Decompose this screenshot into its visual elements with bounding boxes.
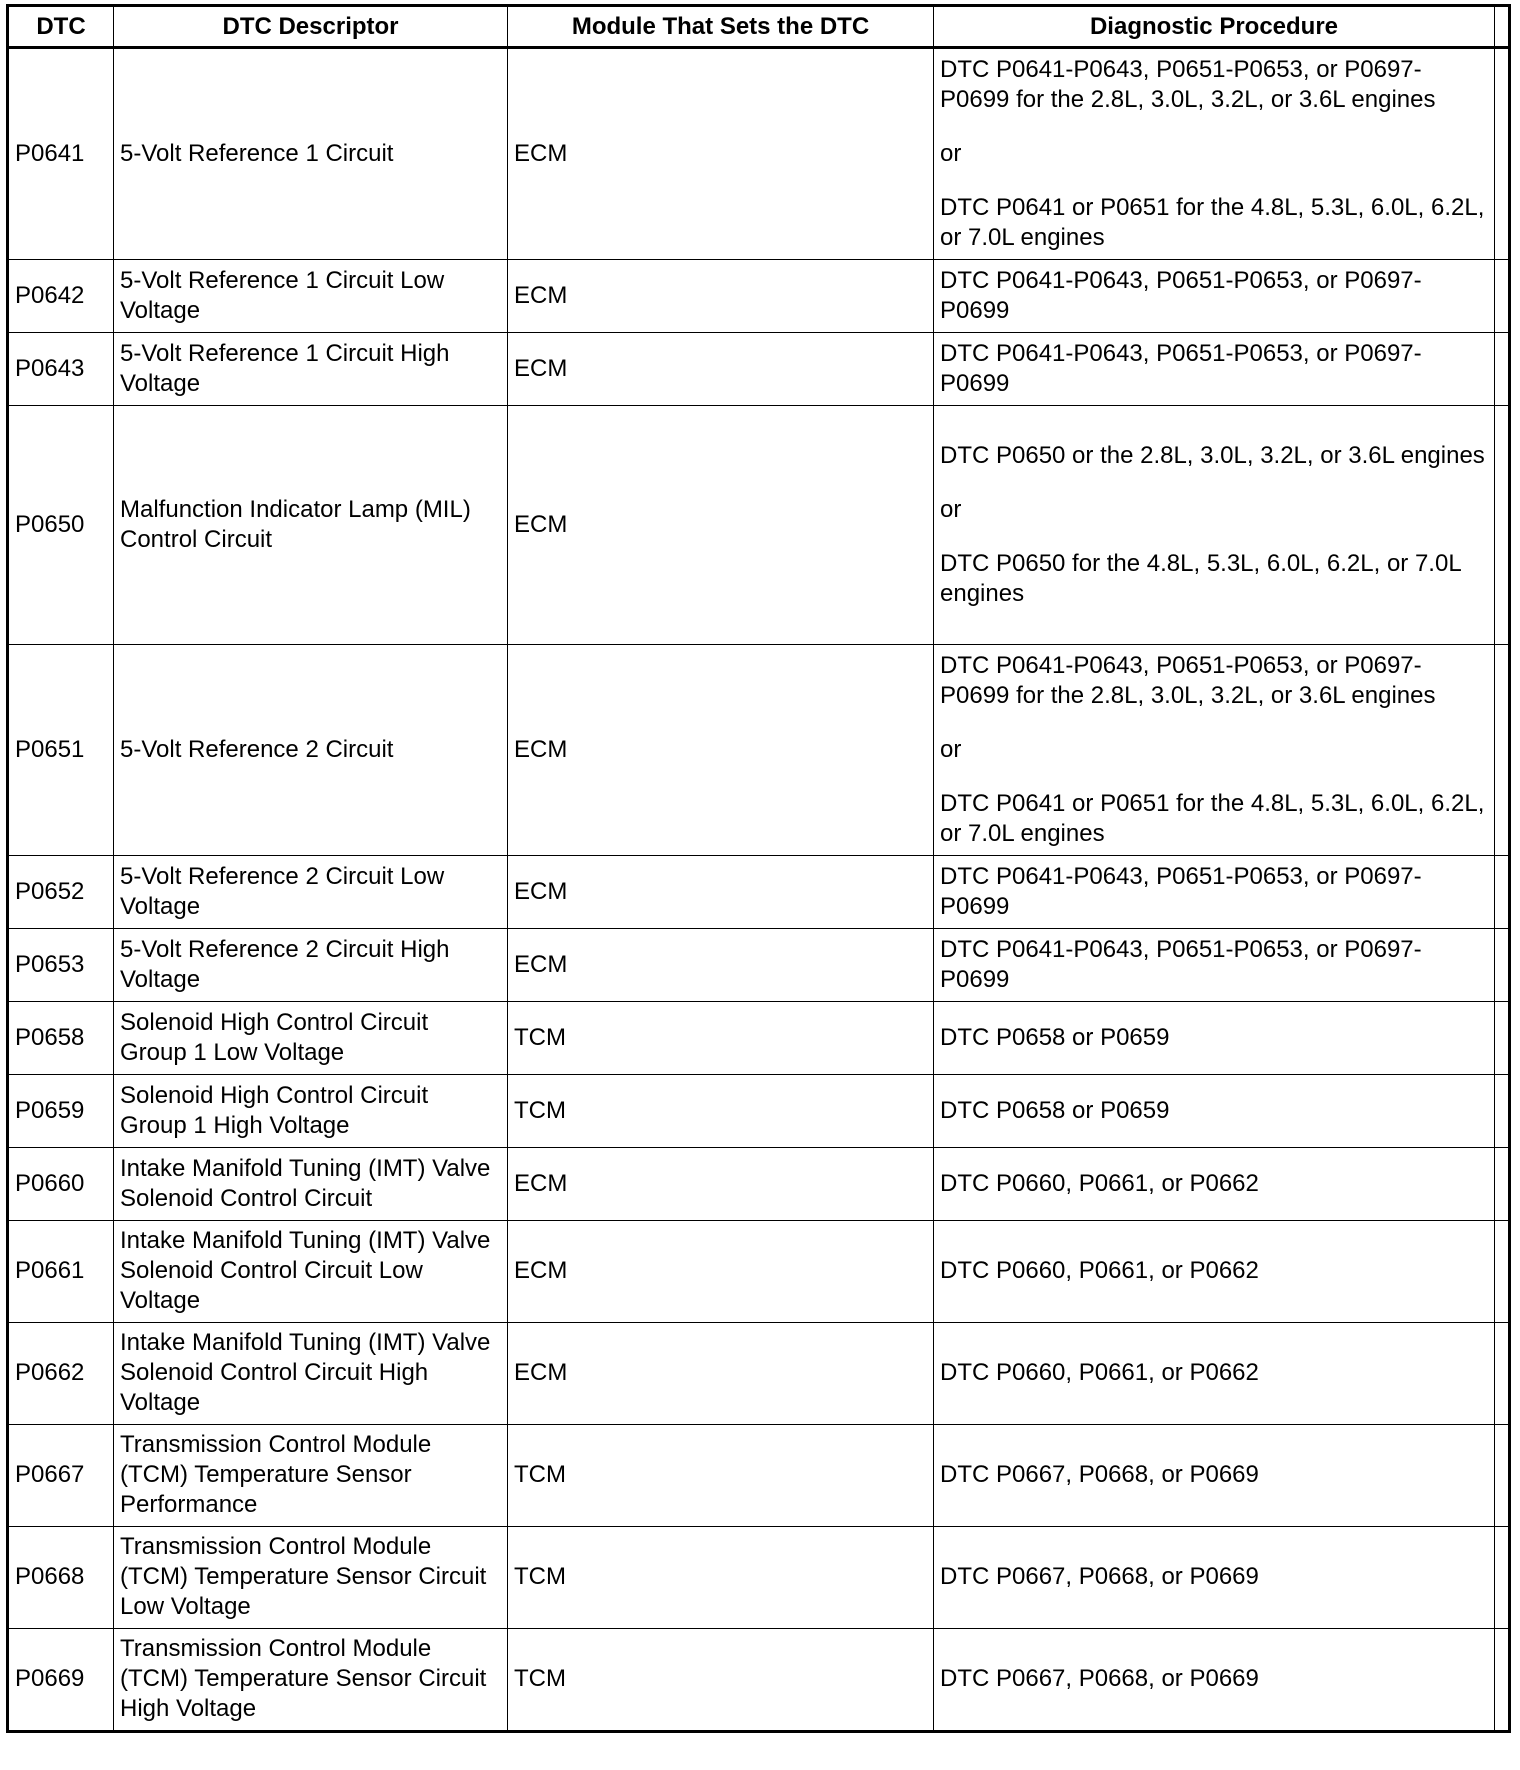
header-descriptor: DTC Descriptor xyxy=(114,6,508,48)
header-procedure: Diagnostic Procedure xyxy=(934,6,1495,48)
spacer-cell xyxy=(1495,1221,1510,1323)
module-cell: ECM xyxy=(508,929,934,1002)
spacer-cell xyxy=(1495,856,1510,929)
module-cell: ECM xyxy=(508,48,934,260)
spacer-cell xyxy=(1495,929,1510,1002)
descriptor-cell: Transmission Control Module (TCM) Temperature Sensor Performance xyxy=(114,1425,508,1527)
table-row xyxy=(8,406,1510,645)
module-cell: ECM xyxy=(508,406,934,645)
module-cell: ECM xyxy=(508,260,934,333)
table-row xyxy=(8,48,1510,260)
module-cell: TCM xyxy=(508,1002,934,1075)
table-row xyxy=(8,1629,1510,1732)
descriptor-cell: 5-Volt Reference 2 Circuit Low Voltage xyxy=(114,856,508,929)
table-row xyxy=(8,1221,1510,1323)
procedure-or: or xyxy=(940,139,962,167)
dtc-code-cell: P0659 xyxy=(8,1075,114,1148)
procedure-cell: DTC P0658 or P0659 xyxy=(934,1002,1495,1075)
descriptor-cell: Solenoid High Control Circuit Group 1 High Voltage xyxy=(114,1075,508,1148)
procedure-cell: DTC P0658 or P0659 xyxy=(934,1075,1495,1148)
module-cell: ECM xyxy=(508,1148,934,1221)
module-cell: TCM xyxy=(508,1075,934,1148)
table-row xyxy=(8,333,1510,406)
dtc-code-cell: P0643 xyxy=(8,333,114,406)
spacer-cell xyxy=(1495,48,1510,260)
table-row xyxy=(8,1002,1510,1075)
procedure-text: DTC P0641-P0643, P0651-P0653, or P0697-P0699 for the 2.8L, 3.0L, 3.2L, or 3.6L engines xyxy=(940,651,1436,709)
procedure-text: DTC P0650 or the 2.8L, 3.0L, 3.2L, or 3.6L engines xyxy=(940,441,1485,469)
dtc-table xyxy=(6,4,1511,1733)
table-row xyxy=(8,856,1510,929)
table-row xyxy=(8,1075,1510,1148)
table-row xyxy=(8,1425,1510,1527)
descriptor-cell: 5-Volt Reference 1 Circuit High Voltage xyxy=(114,333,508,406)
dtc-code-cell: P0658 xyxy=(8,1002,114,1075)
spacer-cell xyxy=(1495,260,1510,333)
descriptor-cell: 5-Volt Reference 1 Circuit xyxy=(114,48,508,260)
procedure-cell: DTC P0667, P0668, or P0669 xyxy=(934,1629,1495,1732)
descriptor-cell: Intake Manifold Tuning (IMT) Valve Solenoid Control Circuit High Voltage xyxy=(114,1323,508,1425)
module-cell: TCM xyxy=(508,1425,934,1527)
spacer-cell xyxy=(1495,645,1510,856)
descriptor-cell: 5-Volt Reference 2 Circuit xyxy=(114,645,508,856)
procedure-cell: DTC P0641-P0643, P0651-P0653, or P0697-P0699 xyxy=(934,333,1495,406)
dtc-code-cell: P0650 xyxy=(8,406,114,645)
spacer-cell xyxy=(1495,1629,1510,1732)
spacer-cell xyxy=(1495,1323,1510,1425)
table-row xyxy=(8,645,1510,856)
spacer-cell xyxy=(1495,1075,1510,1148)
module-cell: ECM xyxy=(508,645,934,856)
header-module: Module That Sets the DTC xyxy=(508,6,934,48)
dtc-code-cell: P0641 xyxy=(8,48,114,260)
header-dtc: DTC xyxy=(8,6,114,48)
module-cell: TCM xyxy=(508,1629,934,1732)
dtc-code-cell: P0662 xyxy=(8,1323,114,1425)
dtc-code-cell: P0651 xyxy=(8,645,114,856)
procedure-cell: DTC P0667, P0668, or P0669 xyxy=(934,1527,1495,1629)
module-cell: ECM xyxy=(508,1323,934,1425)
descriptor-cell: Transmission Control Module (TCM) Temperature Sensor Circuit High Voltage xyxy=(114,1629,508,1732)
module-cell: ECM xyxy=(508,856,934,929)
module-cell: ECM xyxy=(508,333,934,406)
procedure-text: DTC P0650 for the 4.8L, 5.3L, 6.0L, 6.2L, or 7.0L engines xyxy=(940,549,1461,607)
table-row xyxy=(8,1323,1510,1425)
procedure-cell: DTC P0641-P0643, P0651-P0653, or P0697-P0699 xyxy=(934,929,1495,1002)
dtc-code-cell: P0660 xyxy=(8,1148,114,1221)
header-spacer xyxy=(1495,6,1510,48)
dtc-code-cell: P0669 xyxy=(8,1629,114,1732)
descriptor-cell: Intake Manifold Tuning (IMT) Valve Solenoid Control Circuit xyxy=(114,1148,508,1221)
spacer-cell xyxy=(1495,406,1510,645)
dtc-code-cell: P0661 xyxy=(8,1221,114,1323)
spacer-cell xyxy=(1495,1002,1510,1075)
procedure-text: DTC P0641-P0643, P0651-P0653, or P0697-P0699 for the 2.8L, 3.0L, 3.2L, or 3.6L engines xyxy=(940,55,1436,113)
table-row xyxy=(8,260,1510,333)
spacer-cell xyxy=(1495,333,1510,406)
descriptor-cell: Solenoid High Control Circuit Group 1 Low Voltage xyxy=(114,1002,508,1075)
spacer-cell xyxy=(1495,1527,1510,1629)
procedure-cell xyxy=(934,48,1495,260)
descriptor-cell: Transmission Control Module (TCM) Temperature Sensor Circuit Low Voltage xyxy=(114,1527,508,1629)
dtc-table-document xyxy=(6,4,1508,1733)
dtc-code-cell: P0652 xyxy=(8,856,114,929)
procedure-cell: DTC P0660, P0661, or P0662 xyxy=(934,1221,1495,1323)
dtc-code-cell: P0668 xyxy=(8,1527,114,1629)
descriptor-cell: 5-Volt Reference 2 Circuit High Voltage xyxy=(114,929,508,1002)
procedure-or: or xyxy=(940,495,962,523)
table-row xyxy=(8,1527,1510,1629)
descriptor-cell: Intake Manifold Tuning (IMT) Valve Solenoid Control Circuit Low Voltage xyxy=(114,1221,508,1323)
dtc-code-cell: P0642 xyxy=(8,260,114,333)
module-cell: ECM xyxy=(508,1221,934,1323)
module-cell: TCM xyxy=(508,1527,934,1629)
descriptor-cell: Malfunction Indicator Lamp (MIL) Control Circuit xyxy=(114,406,508,645)
procedure-text: DTC P0641 or P0651 for the 4.8L, 5.3L, 6.0L, 6.2L, or 7.0L engines xyxy=(940,193,1485,251)
spacer-cell xyxy=(1495,1148,1510,1221)
procedure-cell: DTC P0641-P0643, P0651-P0653, or P0697-P0699 xyxy=(934,856,1495,929)
spacer-cell xyxy=(1495,1425,1510,1527)
procedure-cell: DTC P0660, P0661, or P0662 xyxy=(934,1148,1495,1221)
dtc-code-cell: P0653 xyxy=(8,929,114,1002)
procedure-cell xyxy=(934,645,1495,856)
procedure-cell: DTC P0660, P0661, or P0662 xyxy=(934,1323,1495,1425)
procedure-text: DTC P0641 or P0651 for the 4.8L, 5.3L, 6.0L, 6.2L, or 7.0L engines xyxy=(940,789,1485,847)
table-row xyxy=(8,929,1510,1002)
procedure-cell xyxy=(934,406,1495,645)
procedure-or: or xyxy=(940,735,962,763)
header-row xyxy=(8,6,1510,48)
dtc-code-cell: P0667 xyxy=(8,1425,114,1527)
procedure-cell: DTC P0641-P0643, P0651-P0653, or P0697-P0699 xyxy=(934,260,1495,333)
table-row xyxy=(8,1148,1510,1221)
procedure-cell: DTC P0667, P0668, or P0669 xyxy=(934,1425,1495,1527)
descriptor-cell: 5-Volt Reference 1 Circuit Low Voltage xyxy=(114,260,508,333)
